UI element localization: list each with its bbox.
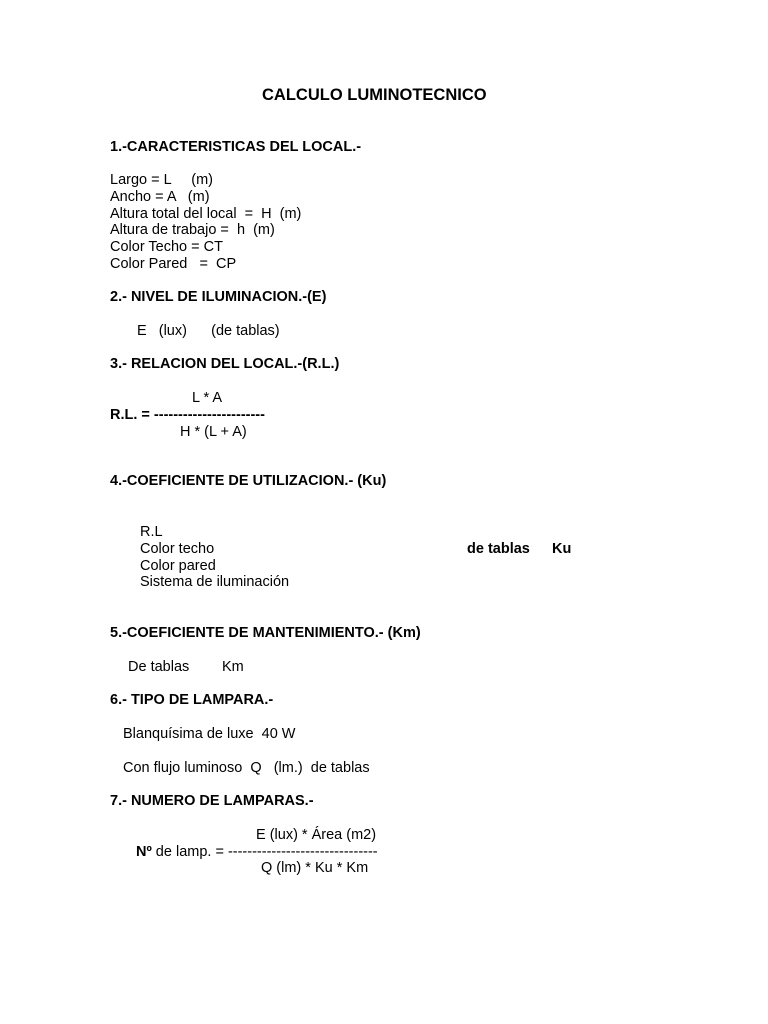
page-title: CALCULO LUMINOTECNICO [262,86,487,104]
section-2-line: E (lux) (de tablas) [137,323,280,339]
section-1-heading: 1.-CARACTERISTICAS DEL LOCAL.- [110,139,362,155]
section-5-heading: 5.-COEFICIENTE DE MANTENIMIENTO.- (Km) [110,625,421,641]
lamp-type-line: Blanquísima de luxe 40 W [123,726,296,742]
section-7-heading: 7.- NUMERO DE LAMPARAS.- [110,793,314,809]
section-1-line: Ancho = A (m) [110,189,210,205]
section-1-line: Altura de trabajo = h (m) [110,222,275,238]
ku-input-item: R.L [140,524,163,540]
section-4-heading: 4.-COEFICIENTE DE UTILIZACION.- (Ku) [110,473,387,489]
lamps-fraction-line [136,844,378,861]
section-6-heading: 6.- TIPO DE LAMPARA.- [110,692,274,708]
rl-numerator: L * A [192,390,223,406]
ku-source: de tablas [467,541,530,557]
section-1-line: Altura total del local = H (m) [110,206,302,222]
km-symbol: Km [222,659,244,675]
ku-input-item: Color techo [140,541,215,557]
section-2-heading: 2.- NIVEL DE ILUMINACION.-(E) [110,289,327,305]
km-source: De tablas [128,659,190,675]
ku-symbol: Ku [552,541,572,557]
ku-input-item: Color pared [140,558,216,574]
lamps-number-symbol: Nº [136,844,152,860]
section-3-heading: 3.- RELACION DEL LOCAL.-(R.L.) [110,356,340,372]
lamps-numerator: E (lux) * Área (m2) [256,827,377,843]
section-1-line: Color Pared = CP [110,256,237,272]
section-1-line: Largo = L (m) [110,172,214,188]
lamp-flux-line: Con flujo luminoso Q (lm.) de tablas [123,760,370,776]
lamps-denominator: Q (lm) * Ku * Km [261,860,369,876]
section-1-line: Color Techo = CT [110,239,223,255]
rl-denominator: H * (L + A) [180,424,247,440]
rl-fraction-line: R.L. = ----------------------- [110,407,265,423]
lamps-fraction-rest: de lamp. = ------------------------------- [151,844,378,860]
ku-input-item: Sistema de iluminación [140,574,290,590]
